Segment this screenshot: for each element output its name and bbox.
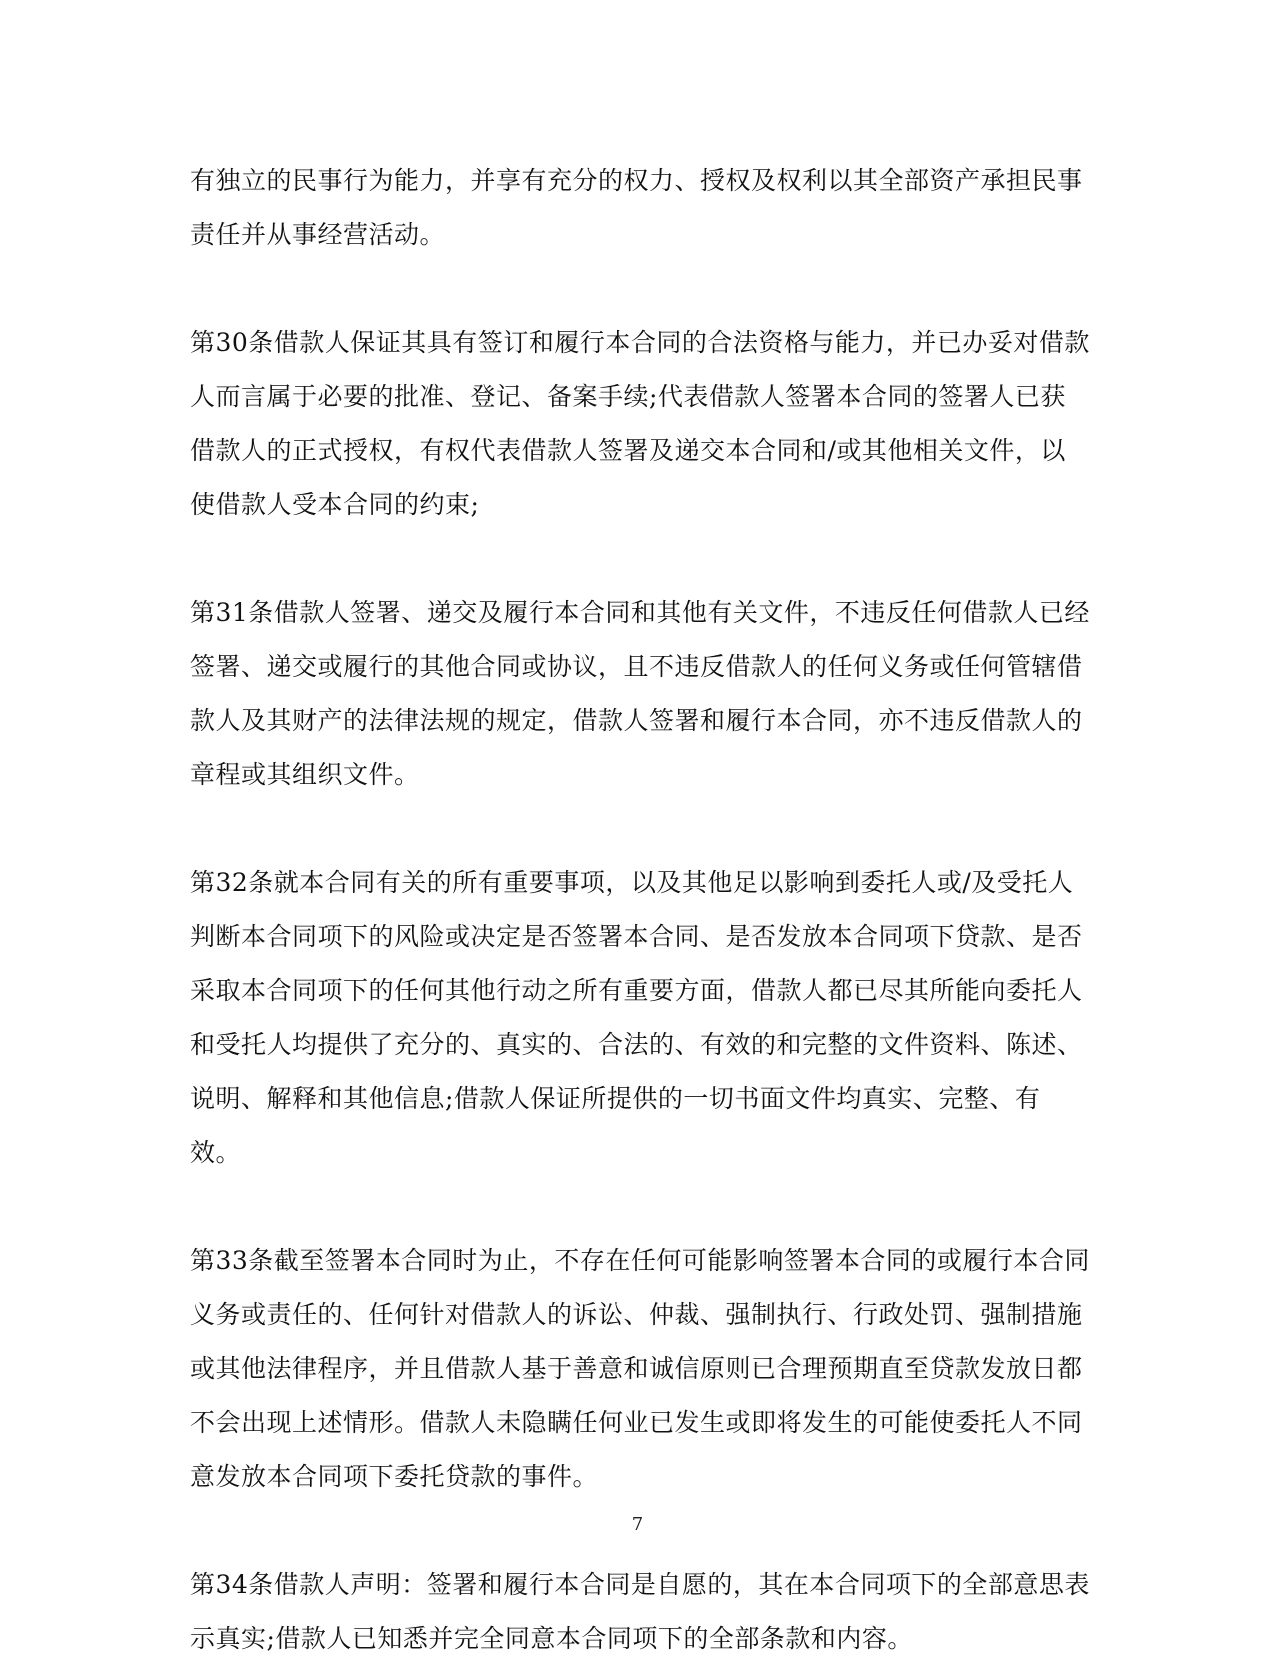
- paragraph-article-32: 第32条就本合同有关的所有重要事项，以及其他足以影响到委托人或/及受托人判断本合同项下的风险或决定是否签署本合同、是否发放本合同项下贷款、是否采取本合同项下的任何其他行动之所有重要方面，借款人都已尽其所能向委托人和受托人均提供了充分的、真实的、合法的、有效的和完整的文件资料、陈述、说明、解释和其他信息;借款人保证所提供的一切书面文件均真实、完整、有效。: [190, 868, 1083, 1167]
- document-body: [190, 154, 1090, 1666]
- paragraph-article-34: 第34条借款人声明：签署和履行本合同是自愿的，其在本合同项下的全部意思表示真实;借款人已知悉并完全同意本合同项下的全部条款和内容。: [190, 1570, 1090, 1653]
- paragraph-article-31: 第31条借款人签署、递交及履行本合同和其他有关文件，不违反任何借款人已经签署、递交或履行的其他合同或协议，且不违反借款人的任何义务或任何管辖借款人及其财产的法律法规的规定，借款人签署和履行本合同，亦不违反借款人的章程或其组织文件。: [190, 598, 1090, 789]
- paragraph-article-30: 第30条借款人保证其具有签订和履行本合同的合法资格与能力，并已办妥对借款人而言属于必要的批准、登记、备案手续;代表借款人签署本合同的签署人已获借款人的正式授权，有权代表借款人签署及递交本合同和/或其他相关文件，以使借款人受本合同的约束;: [190, 328, 1090, 519]
- page-number: 7: [631, 1514, 644, 1535]
- paragraph-article-33: 第33条截至签署本合同时为止，不存在任何可能影响签署本合同的或履行本合同义务或责任的、任何针对借款人的诉讼、仲裁、强制执行、行政处罚、强制措施或其他法律程序，并且借款人基于善意和诚信原则已合理预期直至贷款发放日都不会出现上述情形。借款人未隐瞒任何业已发生或即将发生的可能使委托人不同意发放本合同项下委托贷款的事件。: [190, 1246, 1090, 1491]
- paragraph-continuation: 有独立的民事行为能力，并享有充分的权力、授权及权利以其全部资产承担民事责任并从事经营活动。: [190, 166, 1083, 249]
